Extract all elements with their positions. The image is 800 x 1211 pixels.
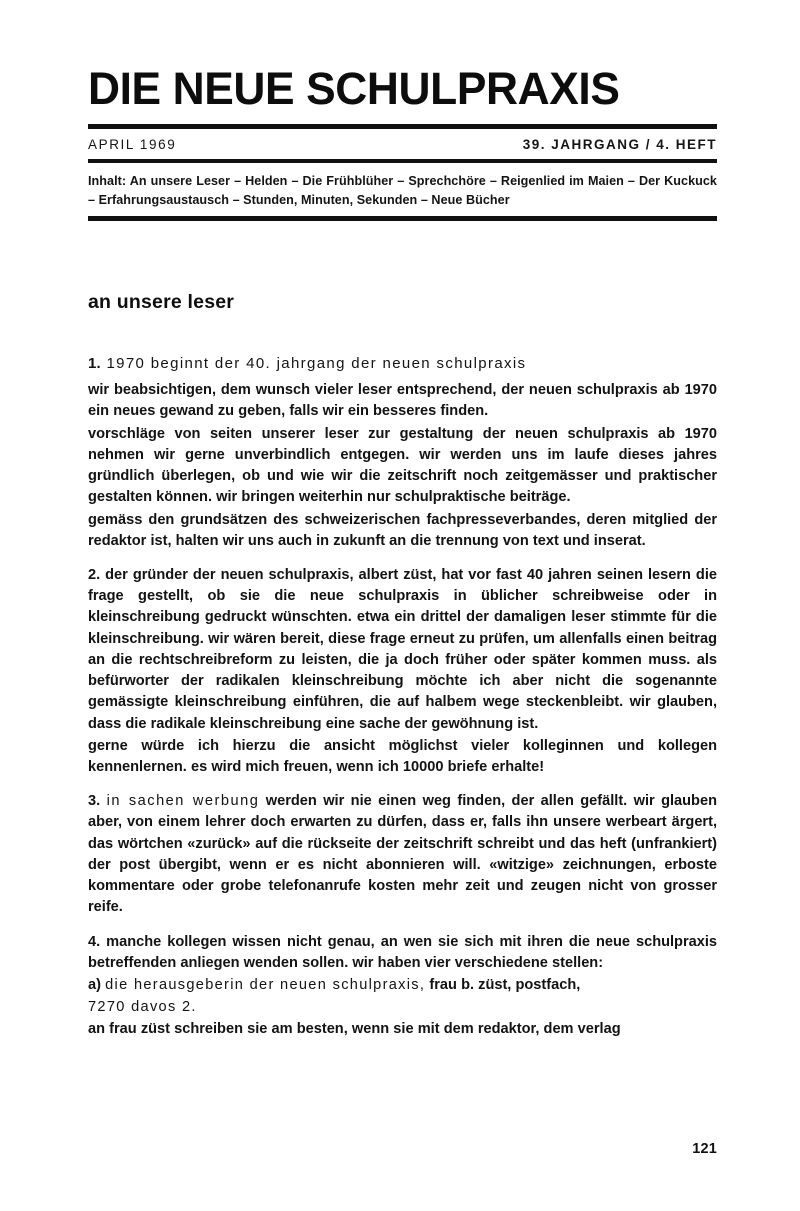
section-4-item-a-rest: frau b. züst, postfach, [425, 976, 581, 993]
article-body [88, 291, 717, 1041]
issue-line [88, 137, 717, 152]
section-2-paragraph-2: gerne würde ich hierzu die ansicht möglichst vieler kolleginnen und kollegen kennenlernen. es wird mich freuen, wenn ich 10000 briefe erhalte! [88, 737, 717, 775]
masthead [88, 0, 717, 221]
page-content-column [88, 0, 717, 1042]
section-4-item-a [88, 975, 717, 996]
toc-label: Inhalt: [88, 174, 127, 188]
section-2-number: 2. [88, 567, 101, 583]
page-number: 121 [692, 1141, 717, 1157]
article-title: an unsere leser [88, 291, 235, 313]
section-3-spaced-lead: in sachen werbung [106, 793, 260, 810]
section-4-paragraph-1 [88, 932, 717, 974]
toc-entries: An unsere Leser – Helden – Die Frühblüher – Sprechchöre – Reigenlied im Maien – Der Kuckuck – Erfahrungsaustausch – Stunden, Minuten, Sekunden – Neue Bücher [88, 174, 717, 207]
section-1-heading [88, 354, 717, 374]
section-3-number: 3. [88, 793, 101, 810]
section-4-number: 4. [88, 933, 101, 950]
section-2-paragraph-1 [88, 565, 717, 735]
section-4-item-a-address: 7270 davos 2. [88, 999, 197, 1016]
section-4-paragraph-1-text: manche kollegen wissen nicht genau, an wen sie sich mit ihren die neue schulpraxis betreffenden anliegen wenden sollen. wir haben vier verschiedene stellen: [88, 933, 717, 971]
table-of-contents [88, 172, 717, 209]
section-4-item-a-marker: a) [88, 976, 101, 993]
issue-volume: 39. JAHRGANG / 4. HEFT [522, 137, 717, 152]
section-3-paragraph-1-text: werden wir nie einen weg finden, der allen gefällt. wir glauben aber, von einem lehrer doch erwarten zu dürfen, dass er, falls ihn unsere werbeart ärgert, das wörtchen «zurück» auf die rückseite der zeitschrift schreibt und das heft (unfrankiert) der post übergibt, wenn er es nicht abonnieren will. «witzige» zeichnungen, erboste kommentare oder grobe telefonanrufe kosten mehr zeit und zeugen nicht von grosser reife. [88, 793, 717, 916]
section-1-paragraph-2: vorschläge von seiten unserer leser zur gestaltung der neuen schulpraxis ab 1970 nehmen wir gerne unverbindlich entgegen. wir werden uns im laufe dieses jahres gründlich überlegen, ob und wie wir die zeitschrift noch zeitgemässer und praktischer gestalten können. wir bringen weiterhin nur schulpraktische beiträge. [88, 425, 717, 506]
masthead-rule-middle [88, 159, 717, 163]
section-1-paragraph-1: wir beabsichtigen, dem wunsch vieler leser entsprechend, der neuen schulpraxis ab 1970 ein neues gewand zu geben, falls wir ein besseres finden. [88, 382, 717, 420]
page-title: DIE NEUE SCHULPRAXIS [88, 63, 620, 114]
masthead-rule-top [88, 124, 717, 129]
section-4-item-a-line2 [88, 997, 717, 1018]
section-2-paragraph-1-text: der gründer der neuen schulpraxis, albert züst, hat vor fast 40 jahren seinen lesern die frage gestellt, ob sie die neue schulpraxis in üblicher schreibweise oder in kleinschreibung gedruckt wünschten. etwa ein drittel der damaligen leser stimmte für die kleinschreibung. wir wären bereit, diese frage erneut zu prüfen, um allenfalls einen beitrag an die rechtschreibreform zu leisten, die ja doch früher oder später kommen muss. als befürworter der radikalen kleinschreibung möchte ich aber nicht die sogenannte gemässigte kleinschreibung einführen, die auf halbem wege steckenbleibt. wir glauben, dass die radikale kleinschreibung eine sache der gewöhnung ist. [88, 567, 717, 732]
section-1-heading-text: 1970 beginnt der 40. jahrgang der neuen schulpraxis [106, 355, 527, 372]
section-3-paragraph-1 [88, 791, 717, 918]
section-1-number: 1. [88, 355, 101, 372]
section-1-paragraph-3: gemäss den grundsätzen des schweizerischen fachpresseverbandes, deren mitglied der redaktor ist, halten wir uns auch in zukunft an die trennung von text und inserat. [88, 511, 717, 549]
section-4-trailing-line: an frau züst schreiben sie am besten, wenn sie mit dem redaktor, dem verlag [88, 1021, 621, 1038]
masthead-rule-bottom [88, 216, 717, 221]
issue-date: APRIL 1969 [88, 137, 177, 152]
section-4-item-a-spaced: die herausgeberin der neuen schulpraxis, [105, 976, 426, 993]
